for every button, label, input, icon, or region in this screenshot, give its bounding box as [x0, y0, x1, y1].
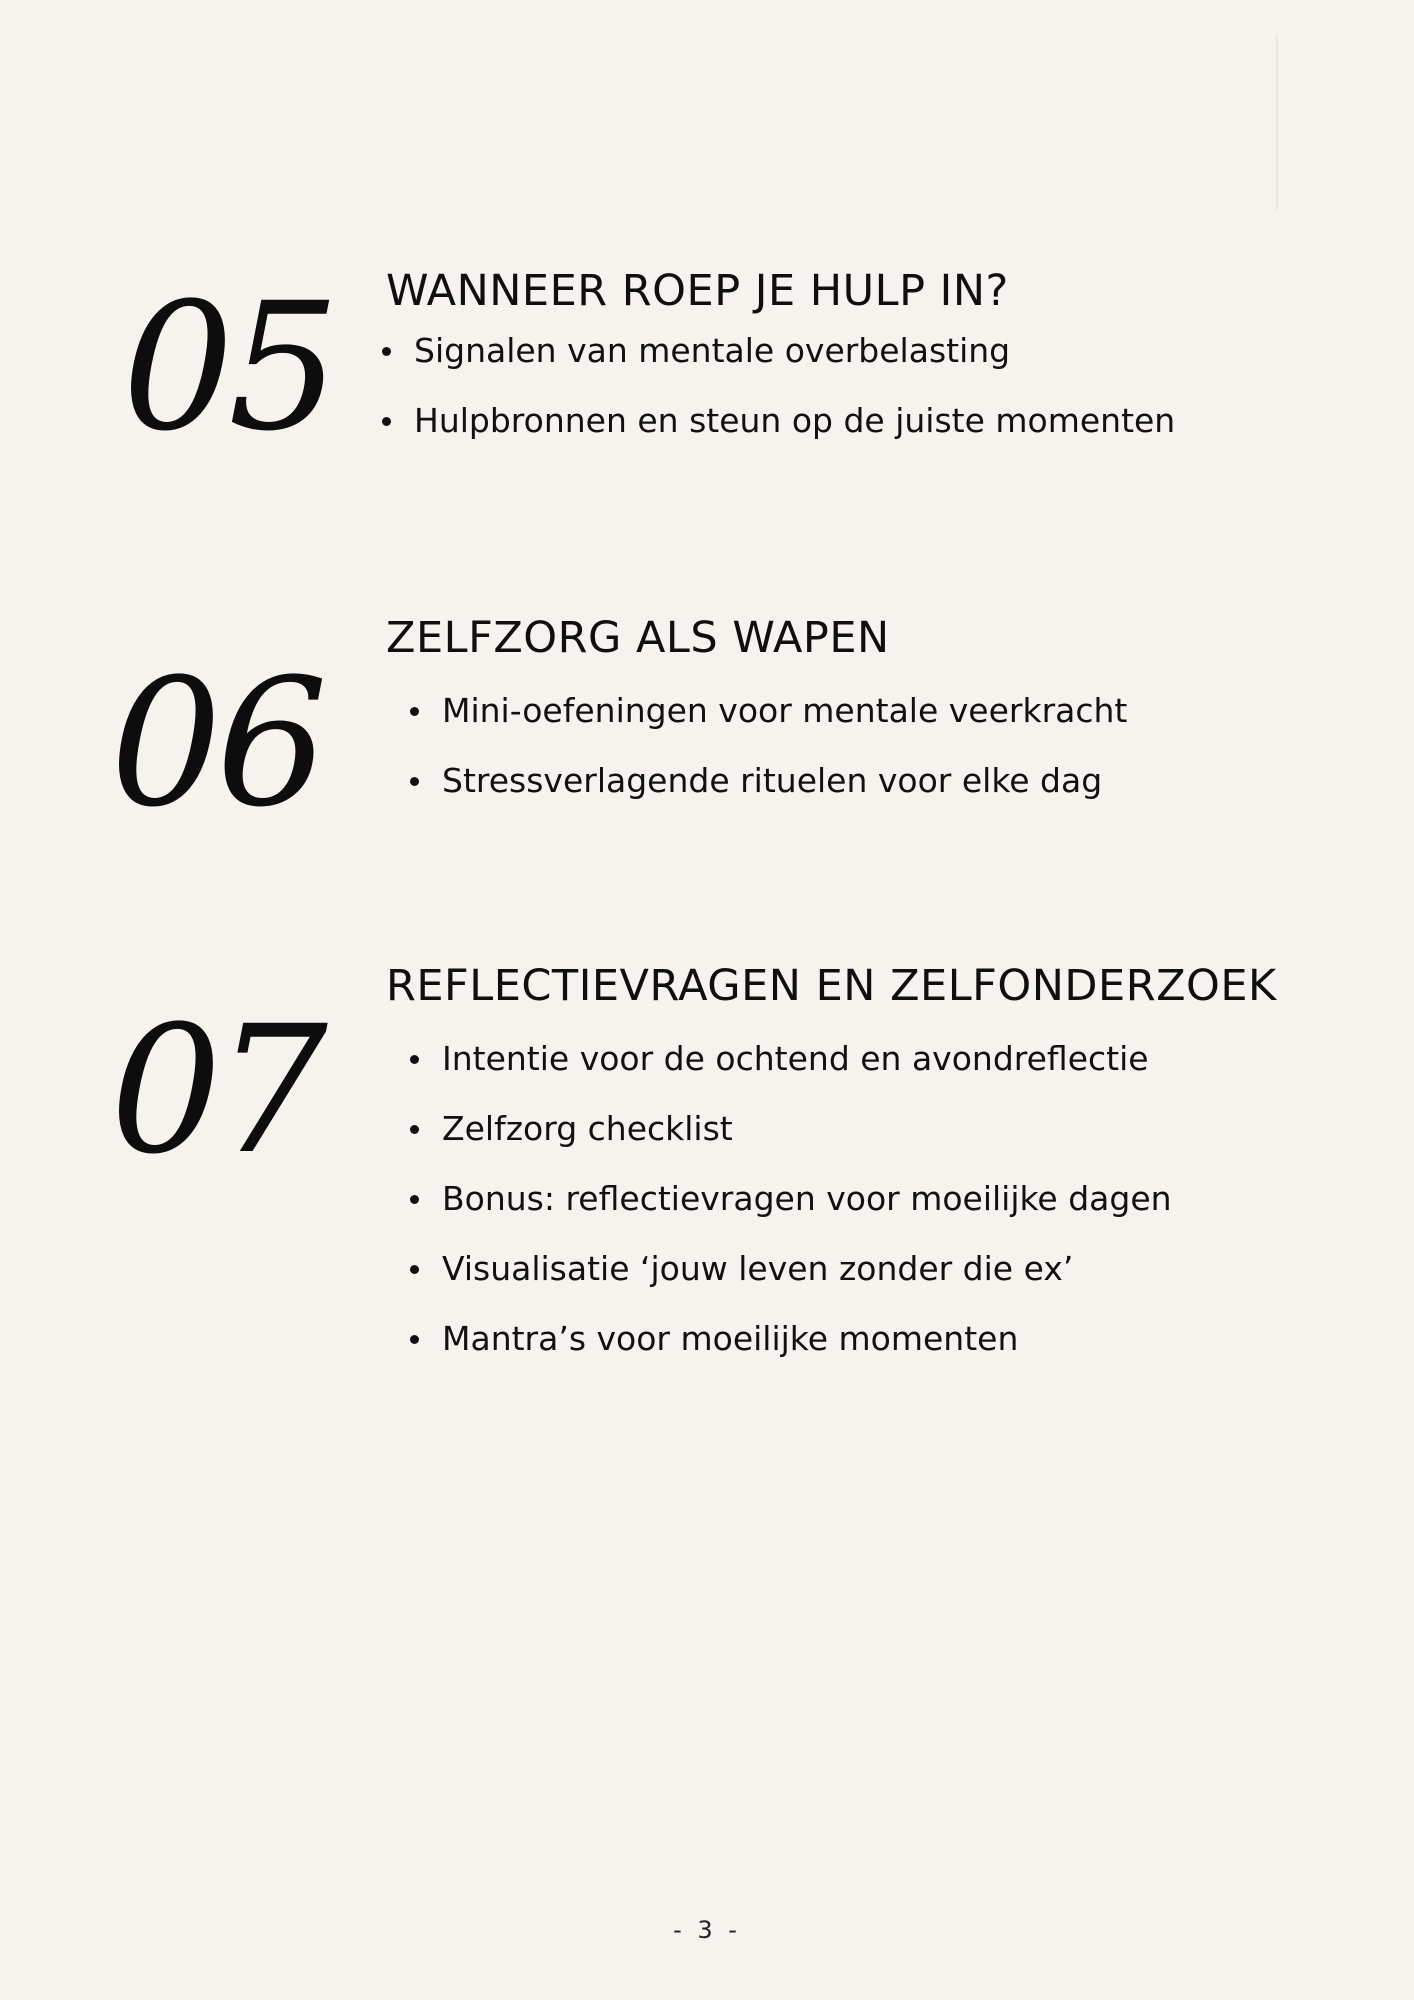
section-title: ZELFZORG ALS WAPEN	[386, 613, 890, 663]
list-item: Hulpbronnen en steun op de juiste momenten	[382, 386, 1175, 456]
section-title: REFLECTIEVRAGEN EN ZELFONDERZOEK	[386, 961, 1277, 1011]
section-number: 05	[122, 265, 334, 470]
list-item: Intentie voor de ochtend en avondreflectie	[410, 1024, 1172, 1094]
list-item: Mini-oefeningen voor mentale veerkracht	[410, 676, 1127, 746]
page-number: - 3 -	[673, 1916, 741, 1944]
section-number: 06	[110, 641, 322, 846]
list-item: Bonus: reflectievragen voor moeilijke dagen	[410, 1164, 1172, 1234]
list-item: Signalen van mentale overbelasting	[382, 316, 1175, 386]
bullet-list	[382, 316, 1175, 456]
section-number: 07	[110, 988, 322, 1193]
bullet-list	[410, 676, 1127, 816]
section-title: WANNEER ROEP JE HULP IN?	[386, 266, 1009, 316]
decorative-vertical-rule	[1276, 34, 1278, 210]
list-item: Stressverlagende rituelen voor elke dag	[410, 746, 1127, 816]
bullet-list	[410, 1024, 1172, 1374]
list-item: Zelfzorg checklist	[410, 1094, 1172, 1164]
list-item: Mantra’s voor moeilijke momenten	[410, 1304, 1172, 1374]
list-item: Visualisatie ‘jouw leven zonder die ex’	[410, 1234, 1172, 1304]
